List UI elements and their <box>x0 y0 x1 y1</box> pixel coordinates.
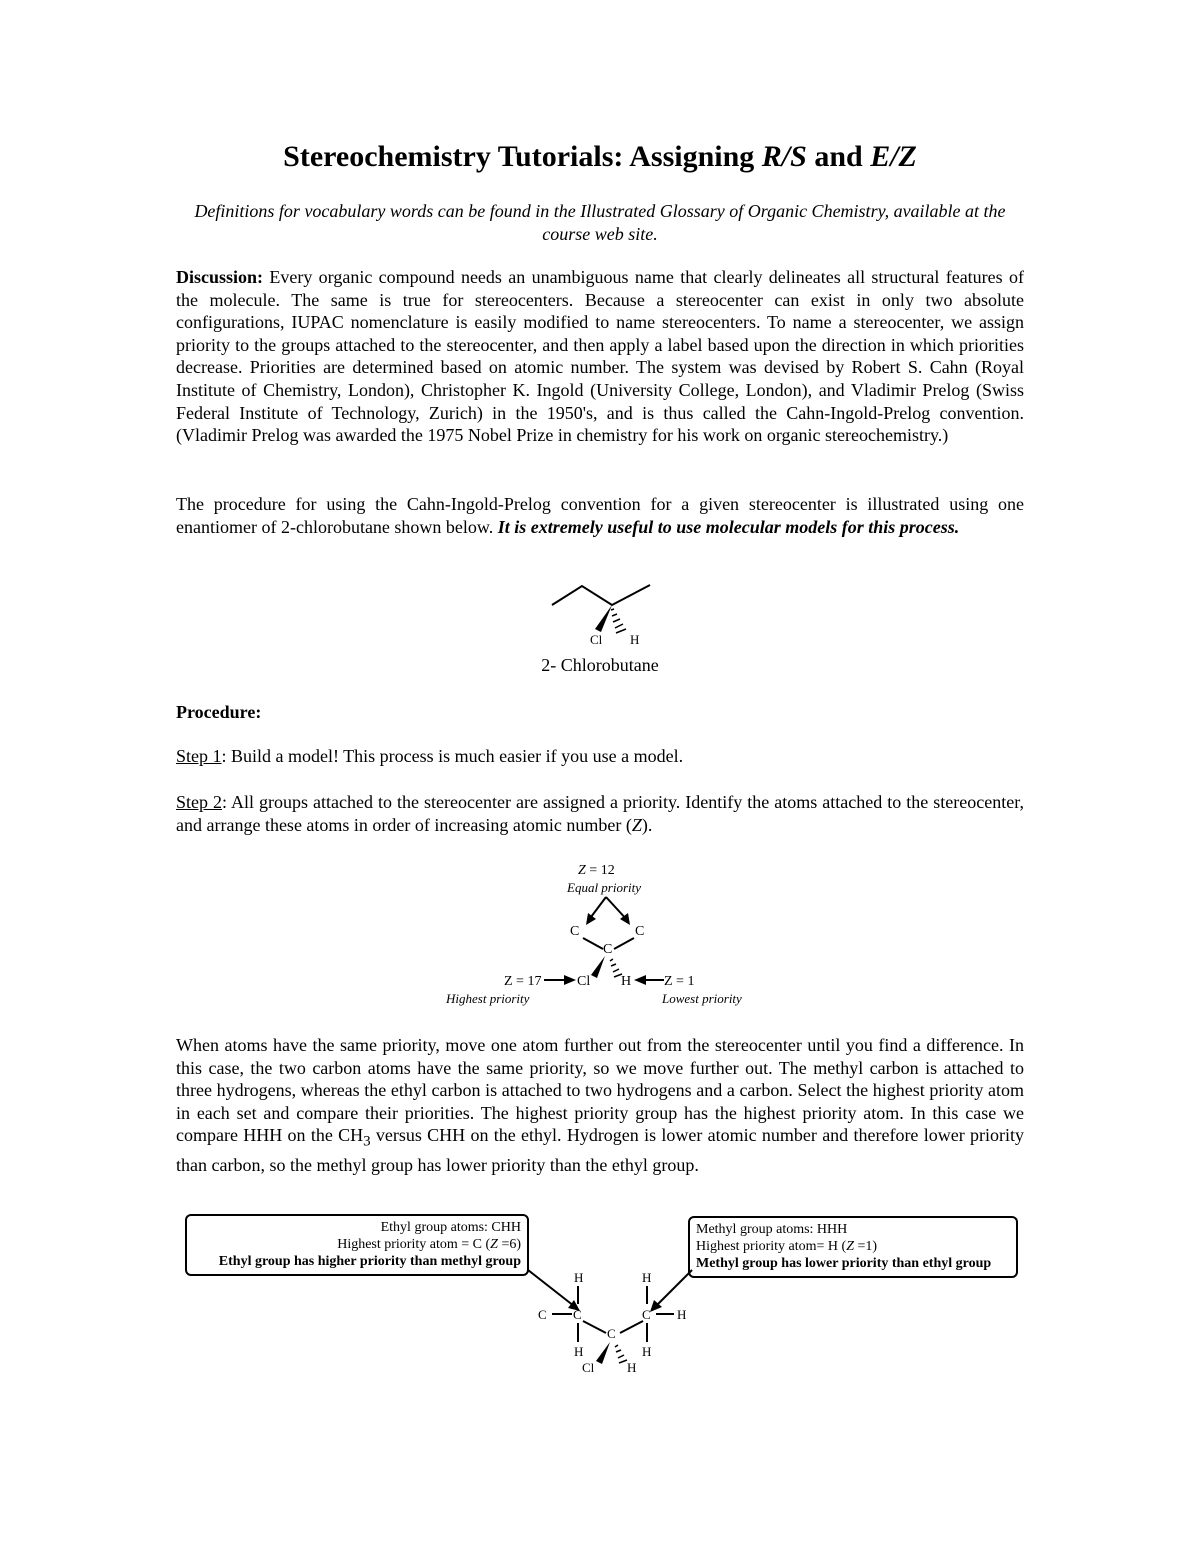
page-title: Stereochemistry Tutorials: Assigning R/S and E/Z <box>283 140 917 173</box>
hydrogen-label: H <box>630 632 640 647</box>
explanation-paragraph: When atoms have the same priority, move one atom further out from the stereocenter until you find a difference. In this case, the two carbon atoms have the same priority, so we move further out. The methyl carbon is attached to three hydrogens, whereas the ethyl carbon is attached to two hydrogens and a carbon. Select the highest priority atom in each set and compare their priorities. The highest priority group has the highest priority atom. In this case we compare HHH on the $CH_3$ versus CHH on the ethyl. Hydrogen is lower atomic number and therefore lower priority than carbon, so the methyl group has lower priority than the ethyl group. <box>176 1035 1024 1175</box>
c-center: C <box>607 1326 616 1341</box>
h-wedge-atom: H <box>627 1360 637 1375</box>
h-top-right: H <box>642 1270 652 1285</box>
priority-diagram <box>440 855 770 1015</box>
step-1: Step 1: Build a model! This process is much easier if you use a model. <box>176 746 684 766</box>
c-ethyl: C <box>573 1307 582 1322</box>
methyl-group-box: Methyl group atoms: HHH Highest priority atom= H (Z =1) Methyl group has lower priority than ethyl group <box>688 1216 1018 1278</box>
z1-label: Z = 1 <box>664 974 695 989</box>
c-methyl: C <box>642 1307 651 1322</box>
hydrogen-atom: H <box>621 974 632 989</box>
procedure-heading: Procedure: <box>176 702 262 722</box>
z12-label: Z = 12 <box>578 863 615 878</box>
c-far-left: C <box>538 1307 547 1322</box>
chlorine-atom: Cl <box>577 974 591 989</box>
carbon-center: C <box>603 942 613 957</box>
models-emphasis: It is extremely useful to use molecular models for this process. <box>497 516 960 537</box>
carbon-left: C <box>570 924 580 939</box>
z17-label: Z = 17 <box>504 974 542 989</box>
subtitle-note: Definitions for vocabulary words can be found in the Illustrated Glossary of Organic Chemistry, available at the course web site. <box>194 201 1006 244</box>
equal-priority-label: Equal priority <box>567 880 642 895</box>
h-bottom-left: H <box>574 1344 584 1359</box>
carbon-right: C <box>635 924 645 939</box>
chlorine-label: Cl <box>590 632 603 647</box>
step-2-label: Step 2 <box>176 792 223 812</box>
figure-caption: 2- Chlorobutane <box>541 655 659 675</box>
h-right: H <box>677 1307 687 1322</box>
h-top-left: H <box>574 1270 584 1285</box>
h-bottom-right: H <box>642 1344 652 1359</box>
cl-atom: Cl <box>582 1360 595 1375</box>
discussion-paragraph: Discussion: Every organic compound needs an unambiguous name that clearly delineates all structural features of the molecule. The same is true for stereocenters. Because a stereocenter can exist in only two absolute configurations, IUPAC nomenclature is easily modified to name stereocenters. To name a stereocenter, we assign priority to the groups attached to the stereocenter, and then apply a label based upon the direction in which priorities decrease. Priorities are determined based on atomic number. The system was devised by Robert S. Cahn (Royal Institute of Chemistry, London), Christopher K. Ingold (University College, London), and Vladimir Prelog (Swiss Federal Institute of Technology, Zurich) in the 1950's, and is thus called the Cahn-Ingold-Prelog convention. (Vladimir Prelog was awarded the 1975 Nobel Prize in chemistry for his work on organic stereochemistry.) <box>176 267 1024 446</box>
expanded-structure <box>520 1266 720 1384</box>
highest-priority-label: Highest priority <box>446 991 530 1006</box>
chlorobutane-structure <box>540 578 670 648</box>
ethyl-group-box: Ethyl group atoms: CHH Highest priority atom = C (Z =6) Ethyl group has higher priority than methyl group <box>185 1214 529 1276</box>
procedure-intro-paragraph: The procedure for using the Cahn-Ingold-Prelog convention for a given stereocenter is illustrated using one enantiomer of 2-chlorobutane shown below. It is extremely useful to use molecular models for this process. <box>176 494 1024 537</box>
step-1-label: Step 1 <box>176 746 222 766</box>
lowest-priority-label: Lowest priority <box>662 991 742 1006</box>
step-2: Step 2: All groups attached to the stereocenter are assigned a priority. Identify the atoms attached to the stereocenter, and arrange these atoms in order of increasing atomic number (Z). <box>176 792 1024 835</box>
discussion-label: Discussion: <box>176 267 264 287</box>
